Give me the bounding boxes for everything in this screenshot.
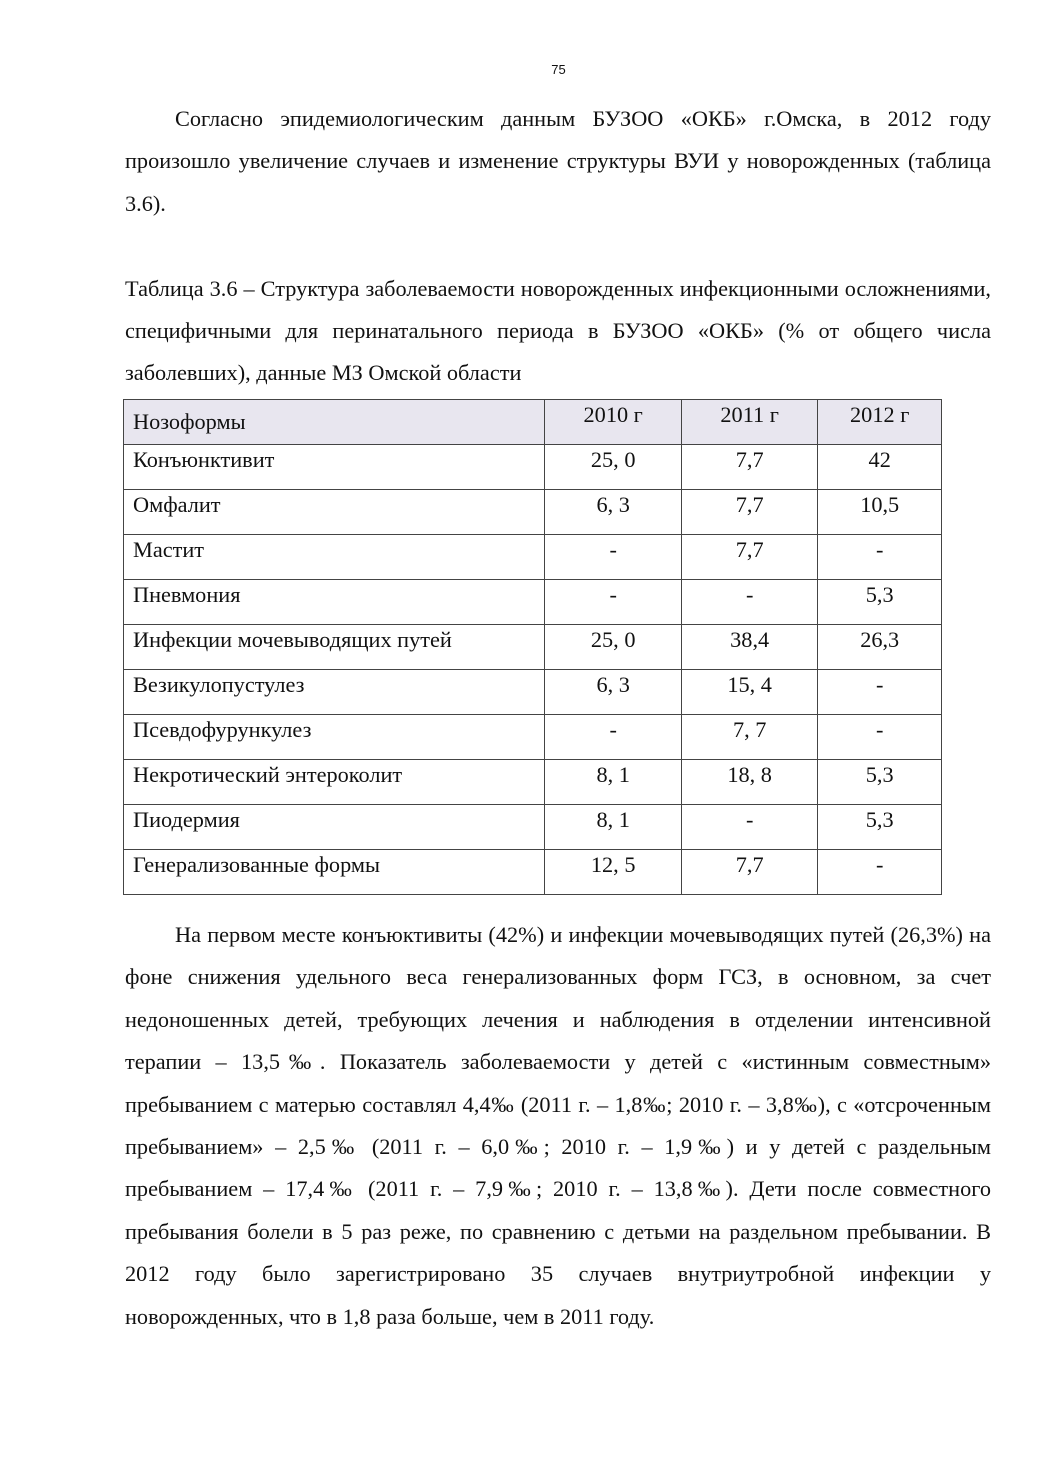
analysis-paragraph: На первом месте конъюктивиты (42%) и инфекции мочевыводящих путей (26,3%) на фоне снижения удельного веса генерализованных форм ГСЗ, в основном, за счет недоношенных детей, требующих лечения и наблюдения в отделении интенсивной терапии – 13,5‰. Показатель заболеваемости у детей с «истинным совместным» пребыванием с матерью составлял 4,4‰ (2011 г. – 1,8‰; 2010 г. – 3,8‰), с «отсроченным пребыванием» – 2,5‰ (2011 г. – 6,0‰; 2010 г. – 1,9‰) и у детей с раздельным пребыванием – 17,4‰ (2011 г. – 7,9‰; 2010 г. – 13,8‰). Дети после совместного пребывания болели в 5 раз реже, по сравнению с детьми на раздельном пребывании. В 2012 году было зарегистрировано 35 случаев внутриутробной инфекции у новорожденных, что в 1,8 раза больше, чем в 2011 году. bbox=[125, 922, 991, 1329]
row-nosoform: Мастит bbox=[124, 535, 545, 580]
row-nosoform: Инфекции мочевыводящих путей bbox=[124, 625, 545, 670]
cell-2012: - bbox=[818, 850, 942, 895]
cell-2010: 25, 0 bbox=[545, 625, 681, 670]
cell-2010: 8, 1 bbox=[545, 760, 681, 805]
cell-2011: 7, 7 bbox=[681, 715, 817, 760]
table-row bbox=[124, 805, 942, 850]
cell-2011: 7,7 bbox=[681, 535, 817, 580]
cell-2011: - bbox=[681, 805, 817, 850]
row-nosoform: Омфалит bbox=[124, 490, 545, 535]
cell-2010: 12, 5 bbox=[545, 850, 681, 895]
row-nosoform: Некротический энтероколит bbox=[124, 760, 545, 805]
table-caption: Таблица 3.6 – Структура заболеваемости новорожденных инфекционными осложнениями, специфичными для перинатального периода в БУЗОО «ОКБ» (% от общего числа заболевших), данные МЗ Омской области bbox=[125, 276, 991, 385]
table-row bbox=[124, 715, 942, 760]
cell-2012: - bbox=[818, 535, 942, 580]
table-row bbox=[124, 850, 942, 895]
header-nosoforms: Нозоформы bbox=[124, 400, 545, 445]
cell-2012: 5,3 bbox=[818, 805, 942, 850]
table-row bbox=[124, 670, 942, 715]
cell-2012: 42 bbox=[818, 445, 942, 490]
cell-2010: 6, 3 bbox=[545, 670, 681, 715]
cell-2011: - bbox=[681, 580, 817, 625]
cell-2011: 38,4 bbox=[681, 625, 817, 670]
morbidity-table bbox=[123, 399, 942, 895]
table-row bbox=[124, 445, 942, 490]
table-row bbox=[124, 760, 942, 805]
cell-2010: 6, 3 bbox=[545, 490, 681, 535]
table-body bbox=[124, 445, 942, 895]
row-nosoform: Пневмония bbox=[124, 580, 545, 625]
cell-2011: 18, 8 bbox=[681, 760, 817, 805]
cell-2012: 5,3 bbox=[818, 580, 942, 625]
cell-2011: 7,7 bbox=[681, 445, 817, 490]
cell-2012: 26,3 bbox=[818, 625, 942, 670]
cell-2010: - bbox=[545, 535, 681, 580]
table-row bbox=[124, 535, 942, 580]
cell-2012: - bbox=[818, 670, 942, 715]
intro-paragraph: Согласно эпидемиологическим данным БУЗОО «ОКБ» г.Омска, в 2012 году произошло увеличение случаев и изменение структуры ВУИ у новорожденных (таблица 3.6). bbox=[125, 106, 991, 216]
cell-2011: 15, 4 bbox=[681, 670, 817, 715]
table-row bbox=[124, 580, 942, 625]
header-2011: 2011 г bbox=[681, 400, 817, 445]
cell-2011: 7,7 bbox=[681, 490, 817, 535]
cell-2012: 5,3 bbox=[818, 760, 942, 805]
header-2012: 2012 г bbox=[818, 400, 942, 445]
table-row bbox=[124, 490, 942, 535]
cell-2010: 25, 0 bbox=[545, 445, 681, 490]
cell-2011: 7,7 bbox=[681, 850, 817, 895]
row-nosoform: Генерализованные формы bbox=[124, 850, 545, 895]
cell-2010: - bbox=[545, 580, 681, 625]
row-nosoform: Везикулопустулез bbox=[124, 670, 545, 715]
table-row bbox=[124, 625, 942, 670]
row-nosoform: Пиодермия bbox=[124, 805, 545, 850]
page-number: 75 bbox=[551, 62, 566, 77]
cell-2012: - bbox=[818, 715, 942, 760]
row-nosoform: Конъюнктивит bbox=[124, 445, 545, 490]
cell-2012: 10,5 bbox=[818, 490, 942, 535]
row-nosoform: Псевдофурункулез bbox=[124, 715, 545, 760]
header-2010: 2010 г bbox=[545, 400, 681, 445]
cell-2010: 8, 1 bbox=[545, 805, 681, 850]
cell-2010: - bbox=[545, 715, 681, 760]
table-header-row bbox=[124, 400, 942, 445]
